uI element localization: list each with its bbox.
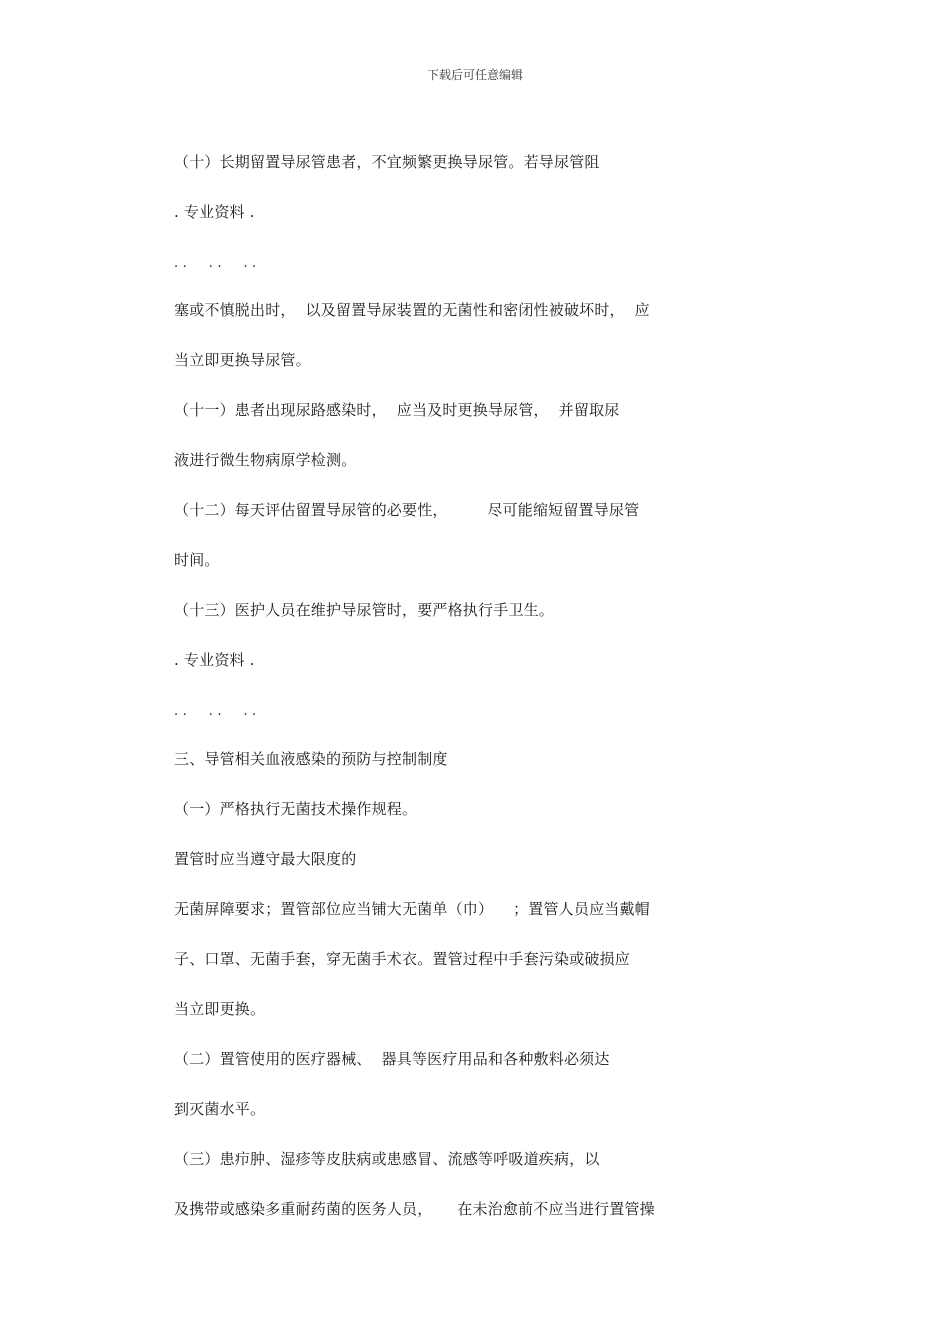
dot-separator: . . . . . . xyxy=(174,704,257,719)
footer-label: . 专业资料 . xyxy=(174,651,255,669)
paragraph-line: 及携带或感染多重耐药菌的医务人员， 在未治愈前不应当进行置管操 xyxy=(174,1200,655,1218)
paragraph-line: （三）患疖肿、湿疹等皮肤病或患感冒、流感等呼吸道疾病，以 xyxy=(174,1150,600,1168)
page-header: 下载后可任意编辑 xyxy=(426,68,523,82)
paragraph-line: 到灭菌水平。 xyxy=(174,1100,266,1118)
paragraph-line: 无菌屏障要求；置管部位应当铺大无菌单（巾） ；置管人员应当戴帽 xyxy=(174,900,650,918)
paragraph-line: （十三）医护人员在维护导尿管时，要严格执行手卫生。 xyxy=(174,601,555,619)
paragraph-line: （二）置管使用的医疗器械、 器具等医疗用品和各种敷料必须达 xyxy=(174,1050,610,1068)
paragraph-line: 时间。 xyxy=(174,551,220,569)
paragraph-line: 当立即更换。 xyxy=(174,1000,266,1018)
paragraph-line: 子、口罩、无菌手套，穿无菌手术衣。置管过程中手套污染或破损应 xyxy=(174,950,631,968)
paragraph-line: 置管时应当遵守最大限度的 xyxy=(174,850,357,868)
paragraph-line: （一）严格执行无菌技术操作规程。 xyxy=(174,800,418,818)
paragraph-line: （十一）患者出现尿路感染时， 应当及时更换导尿管， 并留取尿 xyxy=(174,401,620,419)
dot-separator: . . . . . . xyxy=(174,256,257,271)
footer-label: . 专业资料 . xyxy=(174,203,255,221)
paragraph-line: 塞或不慎脱出时， 以及留置导尿装置的无菌性和密闭性被破坏时， 应 xyxy=(174,301,650,319)
section-heading: 三、导管相关血液感染的预防与控制制度 xyxy=(174,750,448,768)
paragraph-line: 当立即更换导尿管。 xyxy=(174,351,311,369)
paragraph-line: （十二）每天评估留置导尿管的必要性， 尽可能缩短留置导尿管 xyxy=(174,501,640,519)
paragraph-line: （十）长期留置导尿管患者，不宜频繁更换导尿管。若导尿管阻 xyxy=(174,153,600,171)
paragraph-line: 液进行微生物病原学检测。 xyxy=(174,451,357,469)
